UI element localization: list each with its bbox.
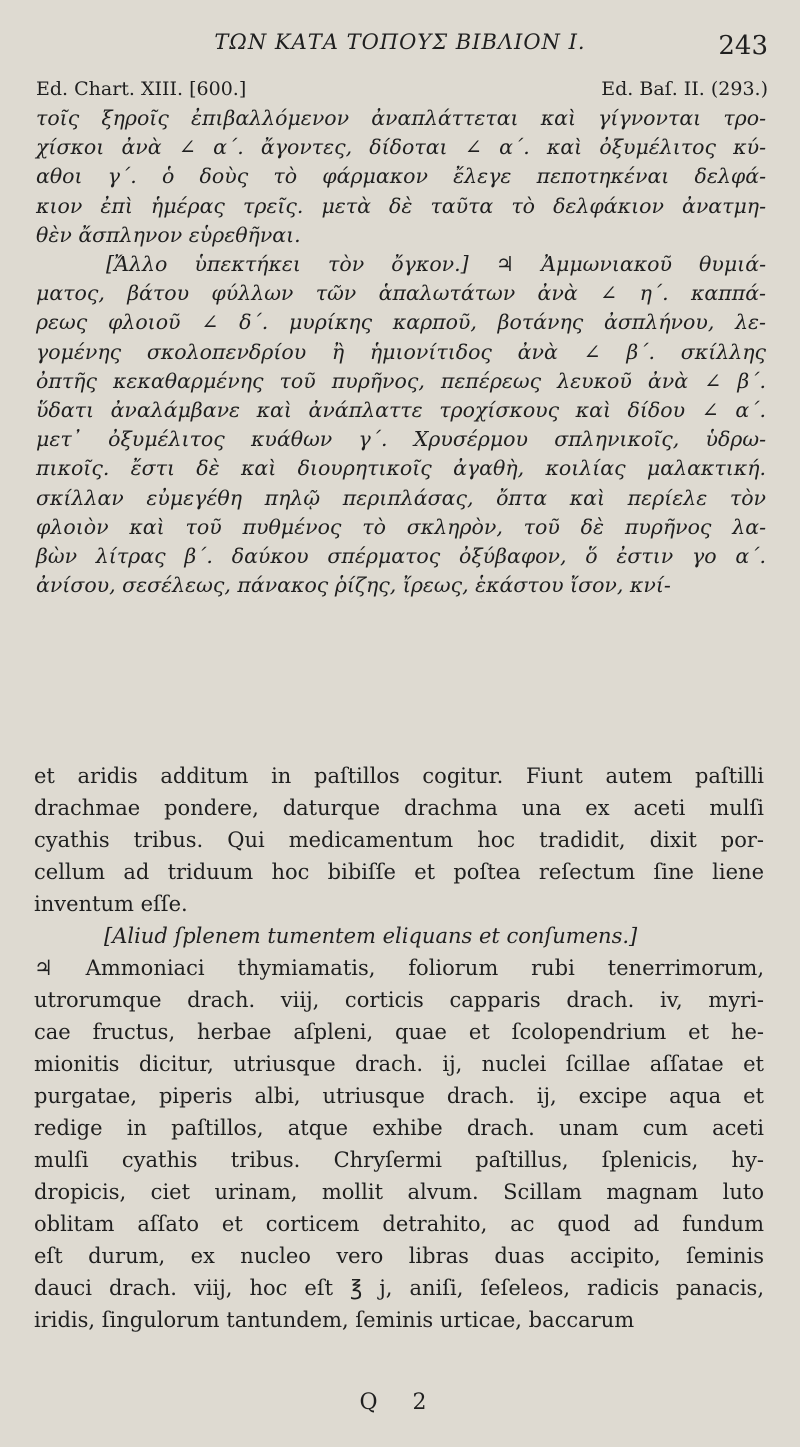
latin-text-line: et aridis additum in paſtillos cogitur. Fiunt autem paſtilli [34, 764, 764, 788]
latin-text-line: dropicis, ciet urinam, mollit alvum. Scillam magnam luto [34, 1180, 764, 1204]
greek-text-line: μετ᾽ ὀξυμέλιτος κυάθων γ΄. Χρυσέρμου σπληνικοῖς, ὑδρω- [36, 427, 766, 452]
greek-text-line: φλοιὸν καὶ τοῦ πυθμένος τὸ σκληρὸν, τοῦ δὲ πυρῆνος λα- [36, 514, 766, 539]
latin-text-line: iridis, ſingulorum tantundem, ſeminis urticae, baccarum [34, 1308, 635, 1332]
greek-text-line: ὕδατι ἀναλάμβανε καὶ ἀνάπλαττε τροχίσκους καὶ δίδου ∠ α΄. [36, 398, 766, 423]
greek-text-line: θὲν ἄσπληνον εὑρεθῆναι. [36, 222, 301, 247]
greek-text-line: πικοῖς. ἔστι δὲ καὶ διουρητικοῖς ἀγαθὴ, κοιλίας μαλακτική. [36, 456, 766, 481]
page-number: 243 [718, 31, 768, 61]
greek-text-line: κιον ἐπὶ ἡμέρας τρεῖς. μετὰ δὲ ταῦτα τὸ δελφάκιον ἀνατμη- [36, 193, 766, 218]
edition-reference-basel: Ed. Baſ. II. (293.) [601, 78, 768, 100]
latin-text-block [34, 760, 764, 1336]
greek-text-block [36, 104, 766, 600]
greek-text-line: σκίλλαν εὐμεγέθη πηλῷ περιπλάσας, ὄπτα καὶ περίελε τὸν [36, 485, 766, 510]
greek-text-line: ρεως φλοιοῦ ∠ δ΄. μυρίκης καρποῦ, βοτάνης ἀσπλήνου, λε- [36, 310, 766, 335]
greek-text-line: ὀπτῆς κεκαθαρμένης τοῦ πυρῆνος, πεπέρεως λευκοῦ ἀνὰ ∠ β΄. [36, 368, 766, 393]
latin-text-line: mulſi cyathis tribus. Chryſermi paſtillus, ſplenicis, hy- [34, 1148, 764, 1172]
latin-text-line: mionitis dicitur, utriusque drach. ij, nuclei ſcillae aſſatae et [34, 1052, 764, 1076]
greek-text-line: γομένης σκολοπενδρίου ἢ ἡμιονίτιδος ἀνὰ ∠ β΄. σκίλλης [36, 339, 766, 364]
greek-text-line: ἀνίσου, σεσέλεως, πάνακος ῥίζης, ἴρεως, ἑκάστου ἴσον, κνί- [36, 573, 671, 598]
greek-text-line: [Ἄλλο ὑπεκτήκει τὸν ὄγκον.] ♃ Ἀμμωνιακοῦ θυμιά- [106, 252, 766, 277]
latin-text-line: cyathis tribus. Qui medicamentum hoc tradidit, dixit por- [34, 828, 764, 852]
latin-text-line: ♃ Ammoniaci thymiamatis, foliorum rubi tenerrimorum, [34, 956, 764, 980]
latin-text-line: drachmae pondere, daturque drachma una ex aceti mulſi [34, 796, 764, 820]
latin-text-line: utrorumque drach. viij, corticis capparis drach. iv, myri- [34, 988, 764, 1012]
latin-text-line: [Aliud ſplenem tumentem eliquans et conſumens.] [104, 924, 638, 948]
edition-reference-chartier: Ed. Chart. XIII. [600.] [36, 78, 247, 100]
running-head-title: ΤΩΝ ΚΑΤΑ ΤΟΠΟΥΣ ΒΙΒΛΙΟΝ Ι. [214, 30, 586, 54]
latin-text-line: cae fructus, herbae aſpleni, quae et ſcolopendrium et he- [34, 1020, 764, 1044]
greek-text-line: τοῖς ξηροῖς ἐπιβαλλόμενον ἀναπλάττεται καὶ γίγνονται τρο- [36, 106, 766, 130]
latin-text-line: oblitam aſſato et corticem detrahito, ac quod ad fundum [34, 1212, 764, 1236]
printer-signature-mark: Q 2 [359, 1390, 441, 1415]
greek-text-line: ματος, βάτου φύλλων τῶν ἁπαλωτάτων ἀνὰ ∠ η΄. καππά- [36, 281, 766, 306]
latin-text-line: cellum ad triduum hoc bibiſſe et poſtea reſectum ſine liene [34, 860, 764, 884]
latin-text-line: redige in paſtillos, atque exhibe drach. unam cum aceti [34, 1116, 764, 1140]
greek-text-line: βὼν λίτρας β΄. δαύκου σπέρματος ὀξύβαφον, ὅ ἐστιν γο α΄. [36, 544, 766, 569]
latin-text-line: eſt durum, ex nucleo vero libras duas accipito, ſeminis [34, 1244, 764, 1268]
greek-text-line: χίσκοι ἀνὰ ∠ α΄. ἄγοντες, δίδοται ∠ α΄. καὶ ὀξυμέλιτος κύ- [36, 135, 766, 160]
latin-text-line: dauci drach. viij, hoc eſt ℥ j, aniſi, ſeſeleos, radicis panacis, [34, 1276, 764, 1300]
latin-text-line: purgatae, piperis albi, utriusque drach. ij, excipe aqua et [34, 1084, 764, 1108]
greek-text-line: αθοι γ΄. ὁ δοὺς τὸ φάρμακον ἔλεγε πεποτηκέναι δελφά- [36, 164, 766, 189]
latin-text-line: inventum eſſe. [34, 892, 188, 916]
